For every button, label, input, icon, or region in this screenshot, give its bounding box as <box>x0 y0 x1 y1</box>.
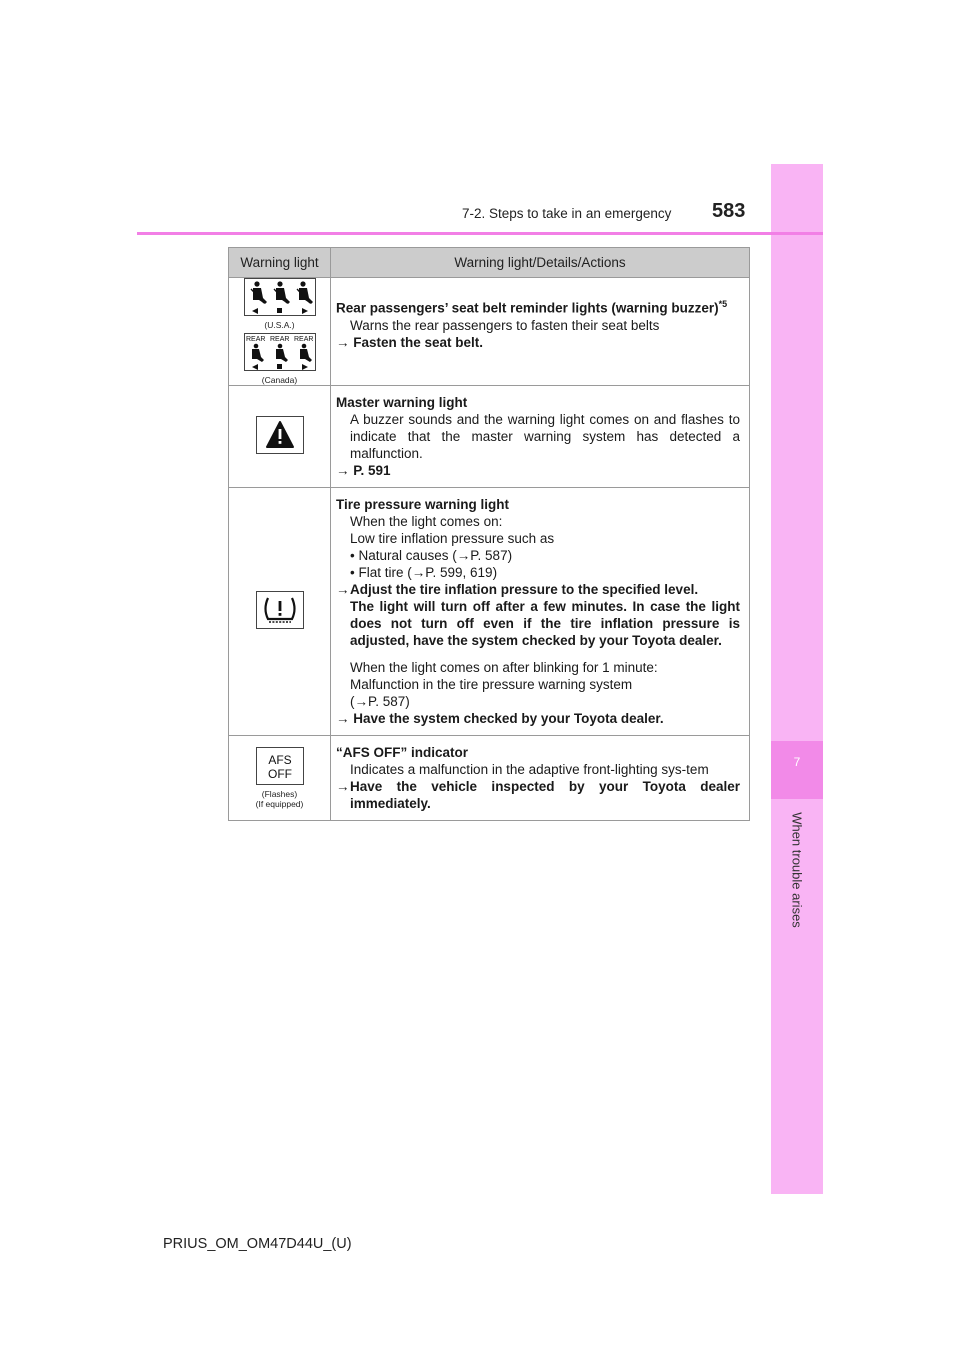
icon-caption-usa: (U.S.A.) <box>264 320 295 330</box>
document-id: PRIUS_OM_OM47D44U_(U) <box>163 1236 352 1252</box>
table-row <box>229 736 750 821</box>
row-title-text: Rear passengers’ seat belt reminder lights (warning buzzer) <box>336 300 719 316</box>
table-row <box>229 386 750 488</box>
arrow-icon: → <box>336 463 350 478</box>
icon-cell <box>229 736 331 821</box>
master-warning-icon <box>256 416 304 454</box>
icon-caption-flashes: (Flashes) <box>261 789 298 799</box>
header-rule <box>137 232 823 235</box>
bullet-ref: P. 587) <box>470 548 513 563</box>
arrow-icon: → <box>336 334 350 350</box>
page-number: 583 <box>712 200 746 222</box>
chapter-number-box <box>771 741 823 799</box>
rear-seatbelt-canada-icon <box>244 333 316 371</box>
arrow-icon: → <box>354 694 368 709</box>
table-row <box>229 488 750 736</box>
footnote-marker: *5 <box>718 299 728 309</box>
chapter-title: When trouble arises <box>789 812 805 928</box>
rear-label-1: REAR <box>245 336 265 343</box>
rear-seatbelt-usa-icon <box>244 278 316 316</box>
row-action <box>336 778 740 812</box>
row-ref: P. 587) <box>368 694 410 709</box>
arrow-icon: → <box>336 779 350 794</box>
row-action <box>336 710 740 727</box>
details-cell <box>331 386 750 488</box>
row-action-note: The light will turn off after a few minutes. In case the light does not turn off even if the tire inflation pressure is adjusted, have the system checked by your Toyota dealer. <box>350 599 740 648</box>
warning-light-table <box>228 247 750 821</box>
header-details: Warning light/Details/Actions <box>331 248 750 278</box>
arrow-icon: → <box>336 582 350 597</box>
off-text: OFF <box>267 767 292 781</box>
row-action-text: P. 591 <box>353 463 391 478</box>
details-cell <box>331 488 750 736</box>
arrow-icon: → <box>456 548 471 563</box>
header-warning-light: Warning light <box>229 248 331 278</box>
row-action <box>336 581 740 649</box>
details-cell <box>331 278 750 386</box>
afs-off-icon <box>256 747 304 785</box>
spacer <box>336 649 740 659</box>
row-action-text: Fasten the seat belt. <box>353 334 484 350</box>
bullet-text: Natural causes ( <box>358 548 457 563</box>
row-line: (→P. 587) <box>350 694 410 709</box>
chapter-number: 7 <box>793 755 801 769</box>
icon-cell <box>229 386 331 488</box>
row-title: Tire pressure warning light <box>336 497 510 512</box>
bullet-item: • Natural causes (→P. 587) <box>350 548 513 563</box>
row-title: Master warning light <box>336 395 468 410</box>
afs-text: AFS <box>267 753 292 767</box>
icon-caption-canada: (Canada) <box>261 375 298 385</box>
arrow-icon: → <box>411 565 426 580</box>
section-heading: 7-2. Steps to take in an emergency <box>462 206 672 221</box>
icon-cell <box>229 488 331 736</box>
row-line: When the light comes on after blinking for 1 minute: <box>350 660 658 675</box>
icon-caption-if-equipped: (If equipped) <box>255 799 304 809</box>
row-action-text: Have the vehicle inspected by your Toyota dealer immediately. <box>350 779 740 811</box>
table-header-row <box>229 248 750 278</box>
row-title: “AFS OFF” indicator <box>336 745 469 760</box>
row-description: A buzzer sounds and the warning light comes on and flashes to indicate that the master warning system has detected a malfunction. <box>350 412 740 461</box>
row-action <box>336 334 740 351</box>
row-line: Malfunction in the tire pressure warning system <box>350 677 633 692</box>
icon-cell <box>229 278 331 386</box>
tire-pressure-icon <box>256 591 304 629</box>
bullet-text: Flat tire ( <box>358 565 412 580</box>
row-action-text: Have the system checked by your Toyota dealer. <box>353 711 664 726</box>
row-line: When the light comes on: <box>350 514 503 529</box>
table-row <box>229 278 750 386</box>
row-action <box>336 462 740 479</box>
details-cell <box>331 736 750 821</box>
rear-label-2: REAR <box>269 336 289 343</box>
row-description: Warns the rear passengers to fasten their seat belts <box>350 317 660 333</box>
rear-label-3: REAR <box>293 336 313 343</box>
row-line: Low tire inflation pressure such as <box>350 531 555 546</box>
arrow-icon: → <box>336 711 350 726</box>
row-title <box>336 296 740 317</box>
chapter-side-tab <box>771 164 823 1194</box>
bullet-item: • Flat tire (→P. 599, 619) <box>350 565 498 580</box>
bullet-ref: P. 599, 619) <box>425 565 498 580</box>
row-action-text: Adjust the tire inflation pressure to the specified level. <box>350 582 699 597</box>
row-description: Indicates a malfunction in the adaptive front-lighting sys-tem <box>350 762 709 777</box>
